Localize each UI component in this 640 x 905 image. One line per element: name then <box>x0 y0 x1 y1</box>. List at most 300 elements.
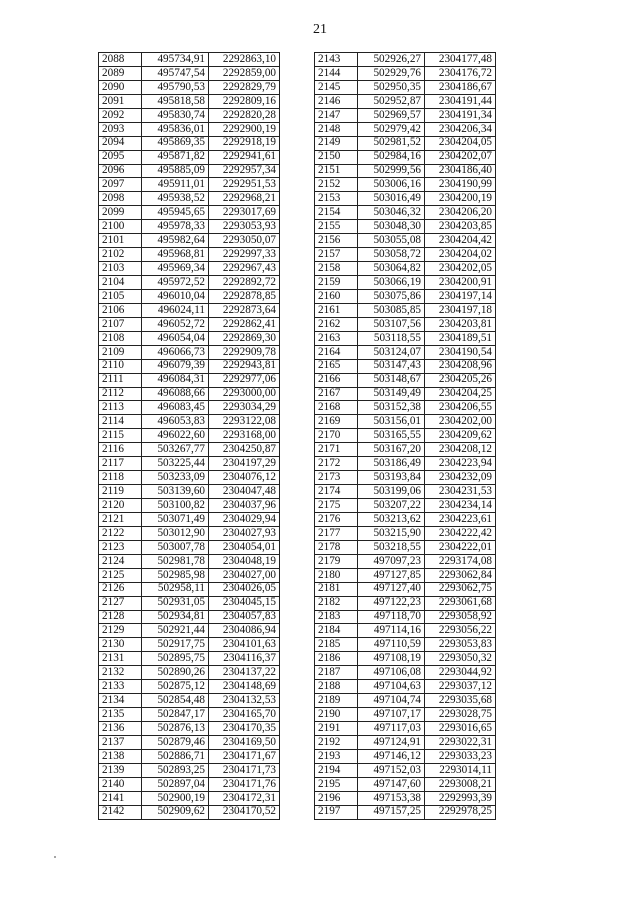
y-coordinate: 2292878,85 <box>209 289 280 303</box>
table-row <box>315 554 496 568</box>
x-coordinate: 495869,35 <box>142 136 209 150</box>
x-coordinate: 495969,34 <box>142 262 209 276</box>
x-coordinate: 503148,67 <box>358 373 425 387</box>
point-number: 2091 <box>99 94 142 108</box>
y-coordinate: 2292977,06 <box>209 373 280 387</box>
point-number: 2164 <box>315 345 358 359</box>
x-coordinate: 497117,03 <box>358 722 425 736</box>
point-number: 2130 <box>99 638 142 652</box>
point-number: 2141 <box>99 791 142 805</box>
table-row <box>99 499 280 513</box>
x-coordinate: 502981,52 <box>358 136 425 150</box>
table-row <box>315 220 496 234</box>
table-row <box>99 554 280 568</box>
x-coordinate: 495836,01 <box>142 122 209 136</box>
y-coordinate: 2304045,15 <box>209 596 280 610</box>
point-number: 2166 <box>315 373 358 387</box>
y-coordinate: 2304205,26 <box>425 373 496 387</box>
x-coordinate: 502917,75 <box>142 638 209 652</box>
y-coordinate: 2304132,53 <box>209 694 280 708</box>
x-coordinate: 503075,86 <box>358 289 425 303</box>
x-coordinate: 496010,04 <box>142 289 209 303</box>
table-row <box>99 164 280 178</box>
table-row <box>99 443 280 457</box>
y-coordinate: 2293008,21 <box>425 777 496 791</box>
point-number: 2099 <box>99 206 142 220</box>
x-coordinate: 497127,85 <box>358 568 425 582</box>
x-coordinate: 495972,52 <box>142 276 209 290</box>
y-coordinate: 2304054,01 <box>209 540 280 554</box>
point-number: 2186 <box>315 652 358 666</box>
x-coordinate: 503267,77 <box>142 443 209 457</box>
table-row <box>315 303 496 317</box>
table-row <box>315 289 496 303</box>
x-coordinate: 503186,49 <box>358 457 425 471</box>
x-coordinate: 502876,13 <box>142 722 209 736</box>
y-coordinate: 2293062,84 <box>425 568 496 582</box>
table-row <box>315 763 496 777</box>
point-number: 2120 <box>99 499 142 513</box>
y-coordinate: 2304200,91 <box>425 276 496 290</box>
x-coordinate: 503012,90 <box>142 526 209 540</box>
point-number: 2098 <box>99 192 142 206</box>
x-coordinate: 503193,84 <box>358 471 425 485</box>
x-coordinate: 503152,38 <box>358 401 425 415</box>
x-coordinate: 502929,76 <box>358 66 425 80</box>
table-row <box>315 262 496 276</box>
point-number: 2157 <box>315 248 358 262</box>
y-coordinate: 2293017,69 <box>209 206 280 220</box>
point-number: 2115 <box>99 429 142 443</box>
point-number: 2122 <box>99 526 142 540</box>
table-row <box>315 429 496 443</box>
y-coordinate: 2292859,00 <box>209 66 280 80</box>
table-row <box>99 805 280 819</box>
x-coordinate: 495945,65 <box>142 206 209 220</box>
table-row <box>315 53 496 67</box>
y-coordinate: 2293058,92 <box>425 610 496 624</box>
table-row <box>99 429 280 443</box>
table-row <box>99 262 280 276</box>
x-coordinate: 502999,56 <box>358 164 425 178</box>
point-number: 2116 <box>99 443 142 457</box>
x-coordinate: 497114,16 <box>358 624 425 638</box>
y-coordinate: 2304177,48 <box>425 53 496 67</box>
table-row <box>315 66 496 80</box>
y-coordinate: 2292820,28 <box>209 108 280 122</box>
point-number: 2185 <box>315 638 358 652</box>
x-coordinate: 503118,55 <box>358 331 425 345</box>
table-row <box>315 401 496 415</box>
point-number: 2145 <box>315 80 358 94</box>
table-row <box>99 289 280 303</box>
point-number: 2110 <box>99 359 142 373</box>
table-row <box>99 206 280 220</box>
y-coordinate: 2304234,14 <box>425 499 496 513</box>
y-coordinate: 2292978,25 <box>425 805 496 819</box>
table-row <box>315 94 496 108</box>
point-number: 2174 <box>315 485 358 499</box>
y-coordinate: 2304172,31 <box>209 791 280 805</box>
x-coordinate: 503156,01 <box>358 415 425 429</box>
y-coordinate: 2304222,42 <box>425 526 496 540</box>
point-number: 2177 <box>315 526 358 540</box>
y-coordinate: 2304203,81 <box>425 317 496 331</box>
x-coordinate: 497122,23 <box>358 596 425 610</box>
x-coordinate: 502847,17 <box>142 708 209 722</box>
x-coordinate: 495830,74 <box>142 108 209 122</box>
point-number: 2137 <box>99 735 142 749</box>
x-coordinate: 502909,62 <box>142 805 209 819</box>
x-coordinate: 503225,44 <box>142 457 209 471</box>
point-number: 2096 <box>99 164 142 178</box>
y-coordinate: 2304208,96 <box>425 359 496 373</box>
x-coordinate: 495982,64 <box>142 234 209 248</box>
table-row <box>99 526 280 540</box>
point-number: 2176 <box>315 512 358 526</box>
x-coordinate: 497108,19 <box>358 652 425 666</box>
y-coordinate: 2292862,41 <box>209 317 280 331</box>
coordinates-table-left <box>98 52 280 820</box>
table-row <box>99 694 280 708</box>
point-number: 2165 <box>315 359 358 373</box>
point-number: 2107 <box>99 317 142 331</box>
table-row <box>315 485 496 499</box>
x-coordinate: 502893,25 <box>142 763 209 777</box>
x-coordinate: 495747,54 <box>142 66 209 80</box>
point-number: 2172 <box>315 457 358 471</box>
y-coordinate: 2304171,67 <box>209 749 280 763</box>
y-coordinate: 2304197,14 <box>425 289 496 303</box>
right-table-body <box>315 53 496 820</box>
point-number: 2095 <box>99 150 142 164</box>
y-coordinate: 2304191,34 <box>425 108 496 122</box>
table-row <box>99 471 280 485</box>
x-coordinate: 502931,05 <box>142 596 209 610</box>
table-row <box>99 680 280 694</box>
y-coordinate: 2292951,53 <box>209 178 280 192</box>
table-row <box>315 540 496 554</box>
point-number: 2126 <box>99 582 142 596</box>
point-number: 2191 <box>315 722 358 736</box>
y-coordinate: 2293016,65 <box>425 722 496 736</box>
y-coordinate: 2292997,33 <box>209 248 280 262</box>
point-number: 2119 <box>99 485 142 499</box>
point-number: 2168 <box>315 401 358 415</box>
y-coordinate: 2293056,22 <box>425 624 496 638</box>
y-coordinate: 2293028,75 <box>425 708 496 722</box>
y-coordinate: 2292829,79 <box>209 80 280 94</box>
table-row <box>315 415 496 429</box>
x-coordinate: 502979,42 <box>358 122 425 136</box>
point-number: 2104 <box>99 276 142 290</box>
table-row <box>315 512 496 526</box>
page-number: 21 <box>313 22 327 37</box>
x-coordinate: 497104,74 <box>358 694 425 708</box>
x-coordinate: 503007,78 <box>142 540 209 554</box>
table-row <box>315 373 496 387</box>
y-coordinate: 2304204,02 <box>425 248 496 262</box>
table-row <box>315 178 496 192</box>
x-coordinate: 503107,56 <box>358 317 425 331</box>
table-row <box>315 582 496 596</box>
y-coordinate: 2304171,76 <box>209 777 280 791</box>
table-row <box>99 122 280 136</box>
y-coordinate: 2293053,83 <box>425 638 496 652</box>
x-coordinate: 503006,16 <box>358 178 425 192</box>
y-coordinate: 2304232,09 <box>425 471 496 485</box>
y-coordinate: 2304048,19 <box>209 554 280 568</box>
table-row <box>315 777 496 791</box>
coordinates-table-right <box>314 52 496 820</box>
x-coordinate: 503165,55 <box>358 429 425 443</box>
point-number: 2113 <box>99 401 142 415</box>
x-coordinate: 497153,38 <box>358 791 425 805</box>
table-row <box>99 303 280 317</box>
y-coordinate: 2292968,21 <box>209 192 280 206</box>
x-coordinate: 503215,90 <box>358 526 425 540</box>
x-coordinate: 502890,26 <box>142 666 209 680</box>
y-coordinate: 2304165,70 <box>209 708 280 722</box>
x-coordinate: 502969,57 <box>358 108 425 122</box>
y-coordinate: 2293000,00 <box>209 387 280 401</box>
point-number: 2163 <box>315 331 358 345</box>
x-coordinate: 497097,23 <box>358 554 425 568</box>
table-row <box>99 652 280 666</box>
point-number: 2094 <box>99 136 142 150</box>
y-coordinate: 2304029,94 <box>209 512 280 526</box>
y-coordinate: 2304137,22 <box>209 666 280 680</box>
y-coordinate: 2292900,19 <box>209 122 280 136</box>
table-row <box>315 624 496 638</box>
table-row <box>99 596 280 610</box>
point-number: 2156 <box>315 234 358 248</box>
point-number: 2175 <box>315 499 358 513</box>
x-coordinate: 495968,81 <box>142 248 209 262</box>
point-number: 2190 <box>315 708 358 722</box>
table-row <box>315 345 496 359</box>
point-number: 2123 <box>99 540 142 554</box>
table-row <box>315 80 496 94</box>
x-coordinate: 496088,66 <box>142 387 209 401</box>
table-row <box>99 722 280 736</box>
x-coordinate: 495790,53 <box>142 80 209 94</box>
point-number: 2162 <box>315 317 358 331</box>
x-coordinate: 496024,11 <box>142 303 209 317</box>
y-coordinate: 2304204,42 <box>425 234 496 248</box>
point-number: 2092 <box>99 108 142 122</box>
y-coordinate: 2293053,93 <box>209 220 280 234</box>
point-number: 2189 <box>315 694 358 708</box>
y-coordinate: 2304203,85 <box>425 220 496 234</box>
y-coordinate: 2304189,51 <box>425 331 496 345</box>
y-coordinate: 2304202,05 <box>425 262 496 276</box>
y-coordinate: 2304197,29 <box>209 457 280 471</box>
point-number: 2160 <box>315 289 358 303</box>
point-number: 2196 <box>315 791 358 805</box>
y-coordinate: 2304208,12 <box>425 443 496 457</box>
point-number: 2153 <box>315 192 358 206</box>
x-coordinate: 495818,58 <box>142 94 209 108</box>
y-coordinate: 2293062,75 <box>425 582 496 596</box>
y-coordinate: 2292863,10 <box>209 53 280 67</box>
y-coordinate: 2304170,52 <box>209 805 280 819</box>
point-number: 2159 <box>315 276 358 290</box>
x-coordinate: 503048,30 <box>358 220 425 234</box>
x-coordinate: 503016,49 <box>358 192 425 206</box>
y-coordinate: 2304047,48 <box>209 485 280 499</box>
table-row <box>99 401 280 415</box>
table-row <box>99 331 280 345</box>
table-row <box>99 777 280 791</box>
table-row <box>315 359 496 373</box>
x-coordinate: 497124,91 <box>358 735 425 749</box>
y-coordinate: 2304170,35 <box>209 722 280 736</box>
x-coordinate: 496052,72 <box>142 317 209 331</box>
point-number: 2154 <box>315 206 358 220</box>
table-row <box>99 763 280 777</box>
x-coordinate: 497107,17 <box>358 708 425 722</box>
point-number: 2129 <box>99 624 142 638</box>
table-row <box>99 178 280 192</box>
point-number: 2112 <box>99 387 142 401</box>
point-number: 2127 <box>99 596 142 610</box>
table-row <box>99 610 280 624</box>
y-coordinate: 2304027,93 <box>209 526 280 540</box>
point-number: 2101 <box>99 234 142 248</box>
point-number: 2131 <box>99 652 142 666</box>
table-row <box>99 373 280 387</box>
point-number: 2103 <box>99 262 142 276</box>
point-number: 2142 <box>99 805 142 819</box>
y-coordinate: 2304222,01 <box>425 540 496 554</box>
table-row <box>315 735 496 749</box>
x-coordinate: 502875,12 <box>142 680 209 694</box>
y-coordinate: 2292943,81 <box>209 359 280 373</box>
point-number: 2132 <box>99 666 142 680</box>
x-coordinate: 495978,33 <box>142 220 209 234</box>
y-coordinate: 2304026,05 <box>209 582 280 596</box>
point-number: 2135 <box>99 708 142 722</box>
table-row <box>315 666 496 680</box>
point-number: 2124 <box>99 554 142 568</box>
y-coordinate: 2293050,07 <box>209 234 280 248</box>
point-number: 2144 <box>315 66 358 80</box>
y-coordinate: 2292967,43 <box>209 262 280 276</box>
point-number: 2169 <box>315 415 358 429</box>
y-coordinate: 2304076,12 <box>209 471 280 485</box>
y-coordinate: 2293122,08 <box>209 415 280 429</box>
y-coordinate: 2292941,61 <box>209 150 280 164</box>
point-number: 2158 <box>315 262 358 276</box>
y-coordinate: 2293044,92 <box>425 666 496 680</box>
y-coordinate: 2293037,12 <box>425 680 496 694</box>
table-row <box>315 526 496 540</box>
point-number: 2152 <box>315 178 358 192</box>
point-number: 2150 <box>315 150 358 164</box>
y-coordinate: 2304206,55 <box>425 401 496 415</box>
table-row <box>315 122 496 136</box>
point-number: 2140 <box>99 777 142 791</box>
point-number: 2090 <box>99 80 142 94</box>
x-coordinate: 495938,52 <box>142 192 209 206</box>
y-coordinate: 2293035,68 <box>425 694 496 708</box>
point-number: 2128 <box>99 610 142 624</box>
point-number: 2197 <box>315 805 358 819</box>
table-row <box>99 276 280 290</box>
point-number: 2093 <box>99 122 142 136</box>
scan-speck <box>54 856 56 858</box>
point-number: 2121 <box>99 512 142 526</box>
y-coordinate: 2304200,19 <box>425 192 496 206</box>
table-row <box>99 791 280 805</box>
table-row <box>99 359 280 373</box>
y-coordinate: 2292993,39 <box>425 791 496 805</box>
x-coordinate: 503167,20 <box>358 443 425 457</box>
table-row <box>99 666 280 680</box>
table-row <box>99 53 280 67</box>
table-row <box>315 610 496 624</box>
x-coordinate: 502958,11 <box>142 582 209 596</box>
x-coordinate: 497127,40 <box>358 582 425 596</box>
table-row <box>315 652 496 666</box>
x-coordinate: 502984,16 <box>358 150 425 164</box>
table-row <box>99 568 280 582</box>
y-coordinate: 2292809,16 <box>209 94 280 108</box>
x-coordinate: 502934,81 <box>142 610 209 624</box>
point-number: 2118 <box>99 471 142 485</box>
y-coordinate: 2293022,31 <box>425 735 496 749</box>
y-coordinate: 2304202,00 <box>425 415 496 429</box>
point-number: 2109 <box>99 345 142 359</box>
table-row <box>315 234 496 248</box>
y-coordinate: 2304197,18 <box>425 303 496 317</box>
point-number: 2117 <box>99 457 142 471</box>
table-row <box>315 443 496 457</box>
point-number: 2100 <box>99 220 142 234</box>
point-number: 2178 <box>315 540 358 554</box>
x-coordinate: 497104,63 <box>358 680 425 694</box>
table-row <box>99 192 280 206</box>
x-coordinate: 495734,91 <box>142 53 209 67</box>
x-coordinate: 495871,82 <box>142 150 209 164</box>
x-coordinate: 503055,08 <box>358 234 425 248</box>
y-coordinate: 2292918,19 <box>209 136 280 150</box>
x-coordinate: 497147,60 <box>358 777 425 791</box>
x-coordinate: 502950,35 <box>358 80 425 94</box>
table-row <box>99 708 280 722</box>
x-coordinate: 496084,31 <box>142 373 209 387</box>
y-coordinate: 2304148,69 <box>209 680 280 694</box>
point-number: 2148 <box>315 122 358 136</box>
point-number: 2146 <box>315 94 358 108</box>
x-coordinate: 502952,87 <box>358 94 425 108</box>
y-coordinate: 2304250,87 <box>209 443 280 457</box>
table-row <box>315 108 496 122</box>
y-coordinate: 2304176,72 <box>425 66 496 80</box>
table-row <box>99 512 280 526</box>
table-row <box>315 596 496 610</box>
x-coordinate: 503066,19 <box>358 276 425 290</box>
point-number: 2134 <box>99 694 142 708</box>
table-row <box>315 722 496 736</box>
point-number: 2136 <box>99 722 142 736</box>
table-row <box>315 638 496 652</box>
table-row <box>99 317 280 331</box>
y-coordinate: 2293174,08 <box>425 554 496 568</box>
point-number: 2143 <box>315 53 358 67</box>
table-row <box>99 220 280 234</box>
